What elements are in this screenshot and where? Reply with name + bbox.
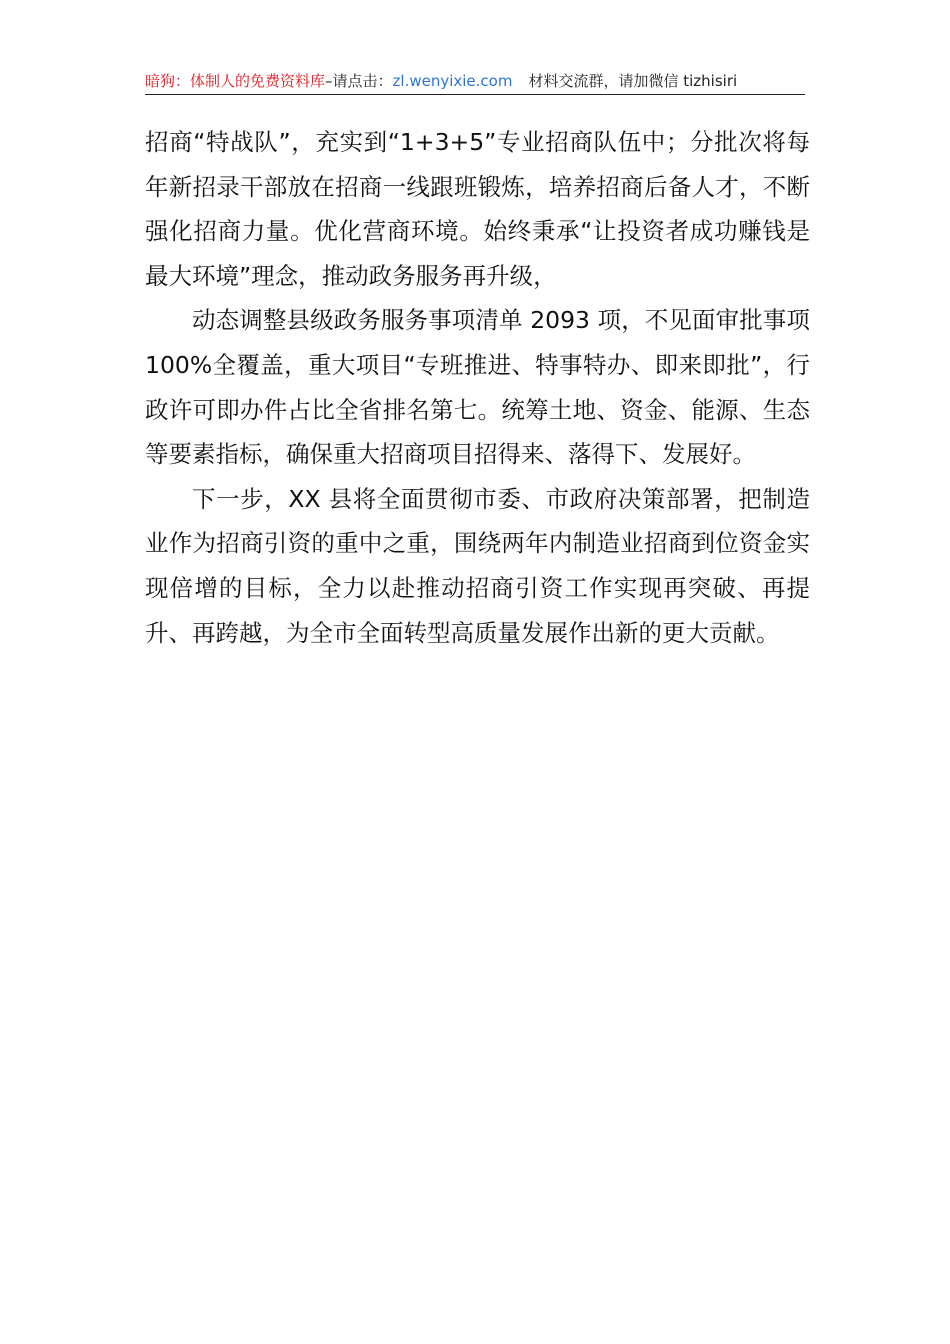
page-header xyxy=(145,70,805,95)
paragraph-1: 招商“特战队”，充实到“1+3+5”专业招商队伍中；分批次将每年新招录干部放在招商一线跟班锻炼，培养招商后备人才，不断强化招商力量。优化营商环境。始终秉承“让投资者成功赚钱是最大环境”理念，推动政务服务再升级， xyxy=(145,128,810,290)
header-wechat-note: 材料交流群，请加微信 tizhisiri xyxy=(528,72,738,90)
header-brand: 暗狗：体制人的免费资料库 xyxy=(145,72,326,90)
paragraph-3: 下一步，XX 县将全面贯彻市委、市政府决策部署，把制造业作为招商引资的重中之重，围绕两年内制造业招商到位资金实现倍增的目标，全力以赴推动招商引资工作实现再突破、再提升、再跨越，为全市全面转型高质量发展作出新的更大贡献。 xyxy=(145,484,810,647)
header-prompt: –请点击： xyxy=(325,72,393,90)
header-url-link[interactable]: zl.wenyixie.com xyxy=(392,72,513,90)
paragraph-2: 动态调整县级政务服务事项清单 2093 项，不见面审批事项 100%全覆盖，重大项目“专班推进、特事特办、即来即批”，行政许可即办件占比全省排名第七。统筹土地、资金、能源、生态等要素指标，确保重大招商项目招得来、落得下、发展好。 xyxy=(145,306,810,469)
document-body xyxy=(145,120,810,655)
